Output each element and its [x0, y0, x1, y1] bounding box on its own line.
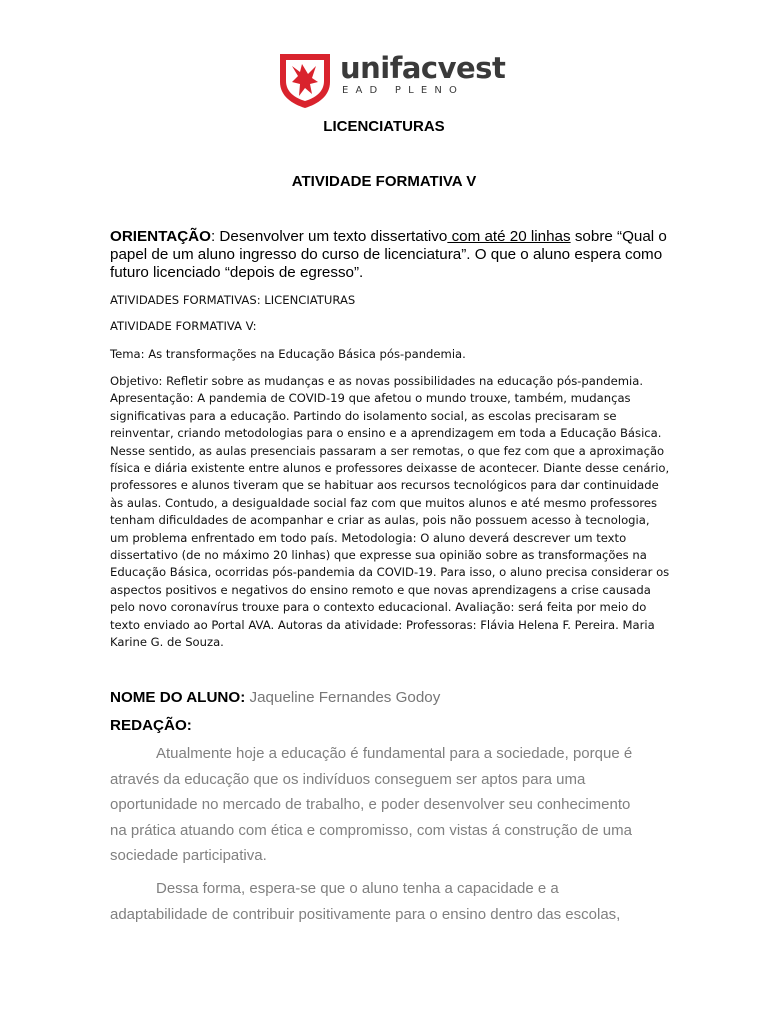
theme-line: Tema: As transformações na Educação Básica pós-pandemia. [110, 347, 466, 361]
logo-brand-text: unifacvest [340, 51, 506, 85]
orientation-text-before: Desenvolver um texto dissertativo [215, 228, 448, 245]
activities-heading: ATIVIDADES FORMATIVAS: LICENCIATURAS [110, 293, 356, 307]
essay-paragraph-2: Dessa forma, espera-se que o aluno tenha a capacidade e a adaptabilidade de contribuir positivamente para o ensino dentro das escolas, [110, 880, 621, 923]
shield-crest-icon [278, 52, 332, 110]
page-subtitle: ATIVIDADE FORMATIVA V [291, 173, 477, 190]
student-name-label: NOME DO ALUNO: [110, 689, 246, 706]
essay-paragraph-1: Atualmente hoje a educação é fundamental para a sociedade, porque é através da educação que os indivíduos conseguem ser aptos para uma oportunidade no mercado de trabalho, e poder desenvolver seu conhecimento na prática atuando com ética e compromisso, com vistas á construção de uma sociedade participativa. [110, 745, 633, 864]
unifacvest-logo [278, 50, 506, 110]
activity-heading: ATIVIDADE FORMATIVA V: [110, 319, 257, 333]
orientation-underlined: com até 20 linhas [447, 228, 571, 245]
page-title: LICENCIATURAS [323, 118, 445, 135]
student-name-value: Jaqueline Fernandes Godoy [249, 689, 441, 706]
logo-subtitle: EAD PLENO [342, 85, 465, 96]
orientation-label: ORIENTAÇÃO [110, 228, 211, 245]
orientation-colon: : [210, 228, 216, 245]
objective-paragraph: Objetivo: Refletir sobre as mudanças e as novas possibilidades na educação pós-pandemia. Apresentação: A pandemia de COVID-19 que afetou o mundo trouxe, também, mudanças significativas para a educação. Partindo do isolamento social, as escolas precisaram se reinventar, criando metodologias para o ensino e a aprendizagem em toda a Educação Básica. Nesse sentido, as aulas presenciais passaram a ser remotas, o que fez com que a aproximação física e diária existente entre alunos e professores deixasse de acontecer. Diante desse cenário, professores e alunos tiveram que se habituar aos recursos tecnológicos para dar continuidade às aulas. Contudo, a desigualdade social faz com que muitos alunos e até mesmo professores tenham dificuldades de acompanhar e criar as aulas, pois não possuem acesso à tecnologia, um problema enfrentado em todo país. Metodologia: O aluno deverá descrever um texto dissertativo (de no máximo 20 linhas) que expresse sua opinião sobre as transformações na Educação Básica, ocorridas pós-pandemia da COVID-19. Para isso, o aluno precisa considerar os aspectos positivos e negativos do ensino remoto e que novas aprendizagens a crise causada pelo novo coronavírus trouxe para o contexto educacional. Avaliação: será feita por meio do texto enviado ao Portal AVA. Autoras da atividade: Professoras: Flávia Helena F. Pereira. Maria Karine G. de Souza. [110, 374, 670, 650]
orientation-block [110, 228, 670, 282]
orientation-text-after: sobre “Qual o papel de um aluno ingresso do curso de licenciatura”. O que o aluno espera como futuro licenciado “depois de egresso”. [110, 228, 667, 281]
student-name-line [110, 688, 440, 708]
essay-label: REDAÇÃO: [110, 717, 192, 734]
